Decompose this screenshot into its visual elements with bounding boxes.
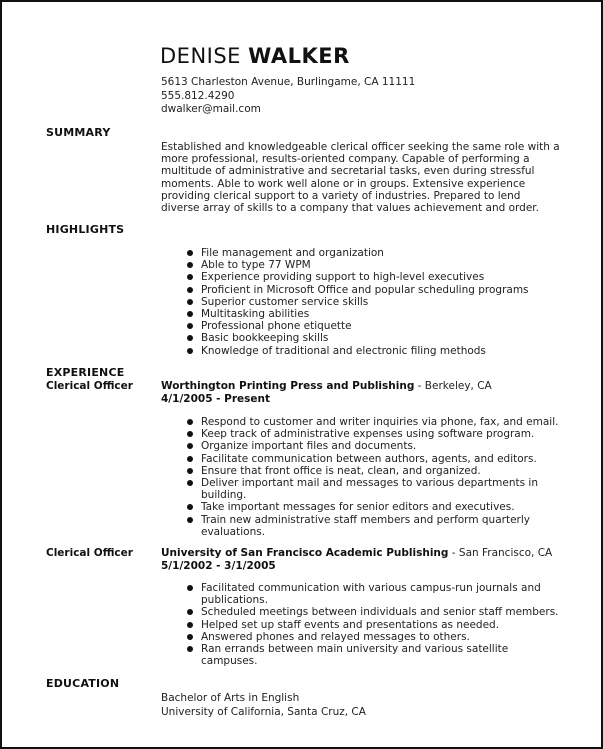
list-item: Ensure that front office is neat, clean, and organized. bbox=[201, 465, 566, 477]
bullet-icon bbox=[187, 634, 193, 640]
address: 5613 Charleston Avenue, Burlingame, CA 11111 bbox=[161, 76, 416, 88]
list-item: Able to type 77 WPM bbox=[201, 259, 566, 271]
list-item: Train new administrative staff members and perform quarterly evaluations. bbox=[201, 514, 566, 538]
bullet-icon bbox=[187, 419, 193, 425]
list-item: Facilitated communication with various campus-run journals and publications. bbox=[201, 582, 566, 606]
job-title: Clerical Officer bbox=[46, 547, 133, 559]
phone: 555.812.4290 bbox=[161, 89, 235, 102]
bullet-icon bbox=[187, 480, 193, 486]
list-item: Take important messages for senior editors and executives. bbox=[201, 501, 566, 513]
education-heading: EDUCATION bbox=[46, 677, 120, 690]
job-title: Clerical Officer bbox=[46, 380, 133, 392]
bullet-icon bbox=[187, 456, 193, 462]
employer-name: Worthington Printing Press and Publishing bbox=[161, 380, 415, 392]
degree: Bachelor of Arts in English bbox=[161, 692, 300, 704]
first-name: DENISE bbox=[160, 44, 241, 68]
bullet-icon bbox=[187, 323, 193, 329]
list-item: Facilitate communication between authors, agents, and editors. bbox=[201, 453, 566, 465]
job-duties-list bbox=[201, 416, 566, 538]
list-item: Experience providing support to high-level executives bbox=[201, 271, 566, 283]
email: dwalker@mail.com bbox=[161, 103, 261, 115]
list-item: Helped set up staff events and presentations as needed. bbox=[201, 619, 566, 631]
bullet-icon bbox=[187, 250, 193, 256]
list-item: Respond to customer and writer inquiries via phone, fax, and email. bbox=[201, 416, 566, 428]
experience-heading: EXPERIENCE bbox=[46, 366, 125, 379]
candidate-name bbox=[160, 44, 350, 68]
bullet-icon bbox=[187, 468, 193, 474]
bullet-icon bbox=[187, 287, 193, 293]
bullet-icon bbox=[187, 517, 193, 523]
list-item: Multitasking abilities bbox=[201, 308, 566, 320]
job-location: - San Francisco, CA bbox=[448, 547, 553, 559]
job-location: - Berkeley, CA bbox=[414, 380, 492, 392]
list-item: Answered phones and relayed messages to others. bbox=[201, 631, 566, 643]
list-item: Keep track of administrative expenses using software program. bbox=[201, 428, 566, 440]
job-dates: 4/1/2005 - Present bbox=[161, 393, 271, 405]
list-item: Proficient in Microsoft Office and popular scheduling programs bbox=[201, 284, 566, 296]
employer-name: University of San Francisco Academic Publishing bbox=[161, 547, 449, 559]
contact-info bbox=[161, 76, 415, 117]
bullet-icon bbox=[187, 274, 193, 280]
bullet-icon bbox=[187, 609, 193, 615]
bullet-icon bbox=[187, 622, 193, 628]
job-header bbox=[161, 380, 492, 406]
list-item: Deliver important mail and messages to various departments in building. bbox=[201, 477, 566, 501]
list-item: Organize important files and documents. bbox=[201, 440, 566, 452]
bullet-icon bbox=[187, 262, 193, 268]
bullet-icon bbox=[187, 585, 193, 591]
job-header bbox=[161, 547, 552, 573]
highlights-heading: HIGHLIGHTS bbox=[46, 223, 125, 236]
summary-text: Established and knowledgeable clerical officer seeking the same role with a more professional, results-oriented company. Capable of performing a multitude of administrative and secretarial tasks, even during stressful moments. Able to work well alone or in groups. Extensive experience providing clerical support to a variety of industries. Prepared to lend diverse array of skills to a company that values achievement and order. bbox=[161, 141, 560, 215]
bullet-icon bbox=[187, 504, 193, 510]
bullet-icon bbox=[187, 348, 193, 354]
education-details bbox=[161, 692, 366, 719]
bullet-icon bbox=[187, 311, 193, 317]
list-item: Ran errands between main university and various satellite campuses. bbox=[201, 643, 566, 667]
job-duties-list bbox=[201, 582, 566, 667]
list-item: Professional phone etiquette bbox=[201, 320, 566, 332]
bullet-icon bbox=[187, 299, 193, 305]
job-dates: 5/1/2002 - 3/1/2005 bbox=[161, 560, 276, 572]
bullet-icon bbox=[187, 431, 193, 437]
list-item: Superior customer service skills bbox=[201, 296, 566, 308]
last-name: WALKER bbox=[248, 44, 350, 68]
list-item: Knowledge of traditional and electronic filing methods bbox=[201, 345, 566, 357]
bullet-icon bbox=[187, 335, 193, 341]
summary-heading: SUMMARY bbox=[46, 126, 111, 139]
list-item: Scheduled meetings between individuals and senior staff members. bbox=[201, 606, 566, 618]
list-item: Basic bookkeeping skills bbox=[201, 332, 566, 344]
highlights-list bbox=[201, 247, 566, 357]
bullet-icon bbox=[187, 443, 193, 449]
bullet-icon bbox=[187, 646, 193, 652]
list-item: File management and organization bbox=[201, 247, 566, 259]
school: University of California, Santa Cruz, CA bbox=[161, 705, 366, 718]
